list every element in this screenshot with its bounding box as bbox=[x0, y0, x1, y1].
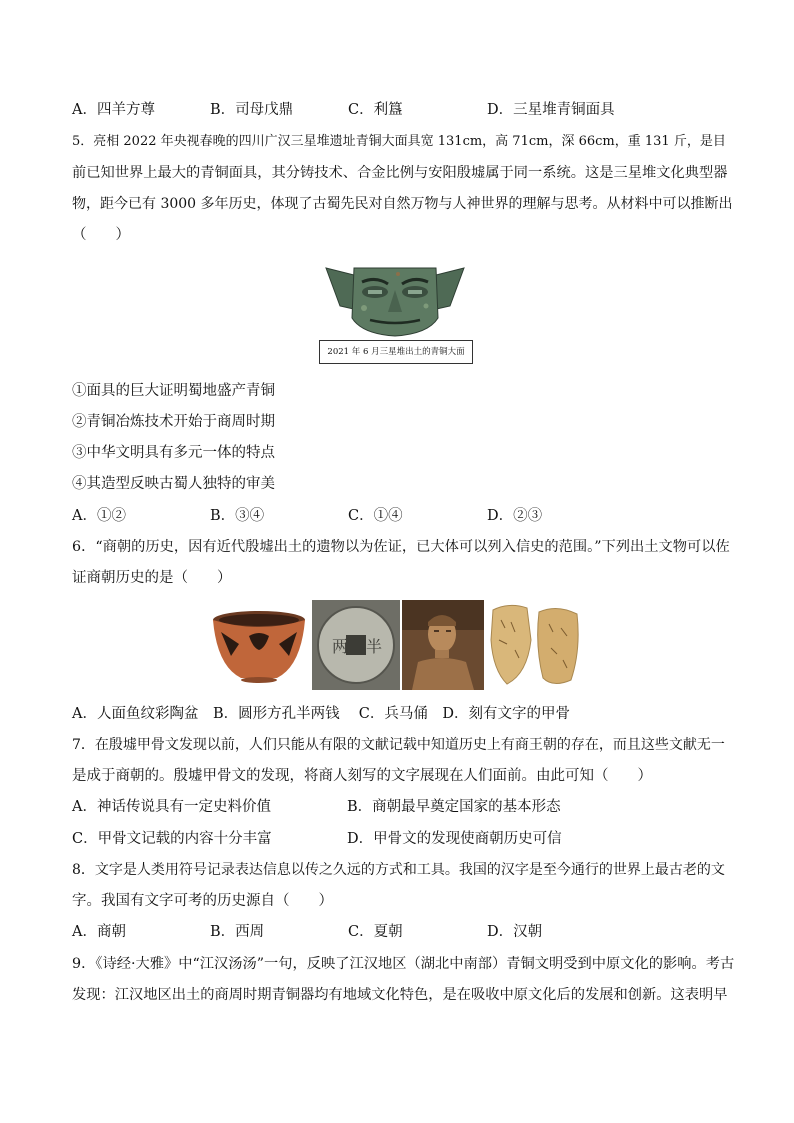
bronze-mask-image bbox=[318, 260, 472, 338]
q7-option-b[interactable]: B．商朝最早奠定国家的基本形态 bbox=[347, 799, 561, 815]
q5-option-c[interactable]: C．①④ bbox=[348, 508, 403, 524]
terracotta-warrior-image bbox=[402, 600, 484, 690]
q8-option-b[interactable]: B．西周 bbox=[210, 924, 265, 940]
q5-option-d[interactable]: D．②③ bbox=[487, 508, 543, 524]
q6-options-line[interactable]: A．人面鱼纹彩陶盆 B．圆形方孔半两钱 C．兵马俑 D．刻有文字的甲骨 bbox=[72, 706, 570, 722]
q8-stem-line-1: 8．文字是人类用符号记录表达信息以传之久远的方式和工具。我国的汉字是至今通行的世界上最古老的文 bbox=[72, 862, 725, 878]
figure-caption: 2021 年 6 月三星堆出土的青铜大面 bbox=[319, 340, 473, 364]
q5-statement-1: ①面具的巨大证明蜀地盛产青铜 bbox=[72, 383, 275, 399]
q6-stem-line-2: 证商朝历史的是（ ） bbox=[72, 570, 232, 586]
painted-pottery-basin-image bbox=[209, 600, 309, 690]
q7-stem-line-2: 是成于商朝的。殷墟甲骨文的发现，将商人刻写的文字展现在人们面前。由此可知（ ） bbox=[72, 768, 652, 784]
q8-stem-line-2: 字。我国有文字可考的历史源自（ ） bbox=[72, 893, 333, 909]
q5-statement-3: ③中华文明具有多元一体的特点 bbox=[72, 445, 275, 461]
q4-option-b[interactable]: B．司母戊鼎 bbox=[210, 102, 294, 118]
q9-stem-line-2: 发现：江汉地区出土的商周时期青铜器均有地域文化特色，是在吸收中原文化后的发展和创新。这表明早 bbox=[72, 987, 728, 1003]
q7-option-a[interactable]: A．神话传说具有一定史料价值 bbox=[72, 799, 271, 815]
q4-option-c[interactable]: C．利簋 bbox=[348, 102, 403, 118]
q7-option-c[interactable]: C．甲骨文记载的内容十分丰富 bbox=[72, 831, 272, 847]
q8-option-a[interactable]: A．商朝 bbox=[72, 924, 126, 940]
q5-option-a[interactable]: A．①② bbox=[72, 508, 126, 524]
oracle-bone-image bbox=[487, 600, 585, 690]
q5-statement-4: ④其造型反映古蜀人独特的审美 bbox=[72, 476, 275, 492]
q5-statement-2: ②青铜冶炼技术开始于商周时期 bbox=[72, 414, 275, 430]
q5-stem-line-3: 物，距今已有 3000 多年历史，体现了古蜀先民对自然万物与人神世界的理解与思考。从材料中可以推断出 bbox=[72, 196, 733, 212]
q8-option-c[interactable]: C．夏朝 bbox=[348, 924, 403, 940]
q5-stem-line-4: （ ） bbox=[72, 227, 130, 243]
q7-option-d[interactable]: D．甲骨文的发现使商朝历史可信 bbox=[347, 831, 562, 847]
q7-stem-line-1: 7．在殷墟甲骨文发现以前，人们只能从有限的文献记载中知道历史上有商王朝的存在，而且这些文献无一 bbox=[72, 737, 725, 753]
q4-option-a[interactable]: A．四羊方尊 bbox=[72, 102, 155, 118]
q5-stem-line-2: 前已知世界上最大的青铜面具，其分铸技术、合金比例与安阳殷墟属于同一系统。这是三星堆文化典型器 bbox=[72, 165, 728, 181]
q5-option-b[interactable]: B．③④ bbox=[210, 508, 265, 524]
q5-stem-line-1: 5．亮相 2022 年央视春晚的四川广汉三星堆遗址青铜大面具宽 131cm，高 71cm，深 66cm，重 131 斤，是目 bbox=[72, 134, 726, 149]
q6-stem-line-1: 6．“商朝的历史，因有近代殷墟出土的遗物以为佐证，已大体可以列入信史的范围。”下列出土文物可以佐 bbox=[72, 539, 730, 555]
q4-option-d[interactable]: D．三星堆青铜面具 bbox=[487, 102, 615, 118]
q9-stem-line-1: 9．《诗经·大雅》中“江汉汤汤”一句，反映了江汉地区（湖北中南部）青铜文明受到中原文化的影响。考古 bbox=[72, 956, 735, 972]
coin-glyph-right: 半 bbox=[366, 637, 383, 656]
coin-glyph-left: 两 bbox=[332, 637, 349, 656]
q8-option-d[interactable]: D．汉朝 bbox=[487, 924, 543, 940]
half-liang-coin-image bbox=[312, 600, 400, 690]
